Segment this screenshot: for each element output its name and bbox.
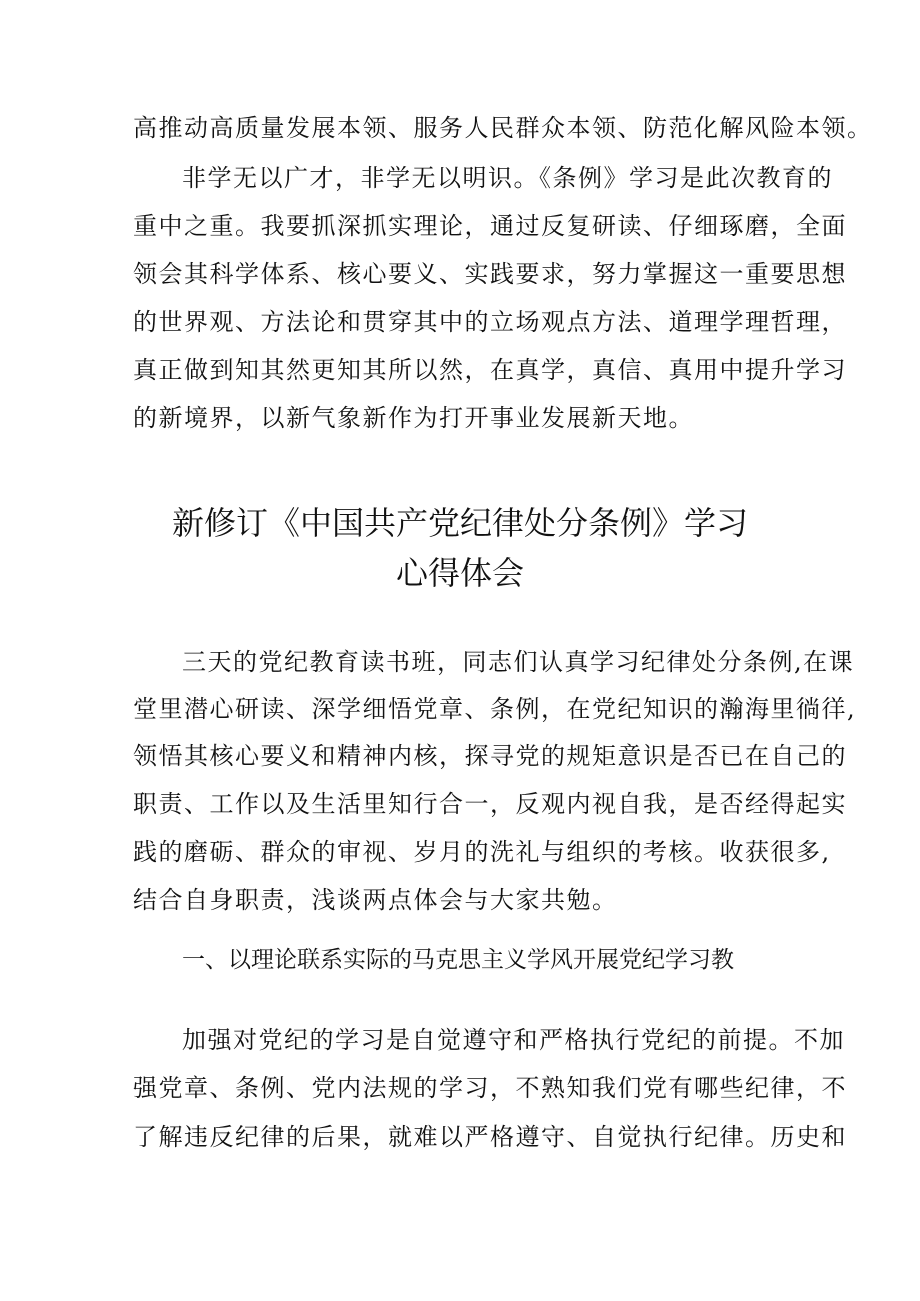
paragraph-line: 堂里潜心研读、深学细悟党章、条例，在党纪知识的瀚海里徜徉, [133,695,857,723]
paragraph-line: 三天的党纪教育读书班，同志们认真学习纪律处分条例,在课 [182,648,855,676]
paragraph-line: 了解违反纪律的后果，就难以严格遵守、自觉执行纪律。历史和 [133,1123,847,1151]
paragraph-line: 结合自身职责，浅谈两点体会与大家共勉。 [133,886,618,914]
paragraph-line: 的世界观、方法论和贯穿其中的立场观点方法、道理学理哲理， [133,308,847,336]
paragraph-line: 加强对党纪的学习是自觉遵守和严格执行党纪的前提。不加 [182,1026,845,1054]
paragraph-line: 高推动高质量发展本领、服务人民群众本领、防范化解风险本领。 [133,114,873,142]
article-title-line-2: 心得体会 [395,554,524,592]
paragraph-line: 领会其科学体系、核心要义、实践要求，努力掌握这一重要思想 [133,260,847,288]
paragraph-line: 领悟其核心要义和精神内核，探寻党的规矩意识是否已在自己的 [133,742,847,770]
paragraph-line: 强党章、条例、党内法规的学习，不熟知我们党有哪些纪律，不 [133,1074,847,1102]
article-title-line-1: 新修订《中国共产党纪律处分条例》学习 [171,504,748,542]
paragraph-line: 的新境界，以新气象新作为打开事业发展新天地。 [133,404,694,432]
paragraph-line: 非学无以广才，非学无以明识。《条例》学习是此次教育的 [182,164,833,192]
paragraph-line: 真正做到知其然更知其所以然，在真学，真信、真用中提升学习 [133,356,847,384]
section-heading: 一、以理论联系实际的马克思主义学风开展党纪学习教 [182,947,734,973]
paragraph-line: 职责、工作以及生活里知行合一，反观内视自我，是否经得起实 [133,790,847,818]
paragraph-line: 重中之重。我要抓深抓实理论，通过反复研读、仔细琢磨，全面 [133,212,847,240]
paragraph-line: 践的磨砺、群众的审视、岁月的洗礼与组织的考核。收获很多, [133,838,831,866]
